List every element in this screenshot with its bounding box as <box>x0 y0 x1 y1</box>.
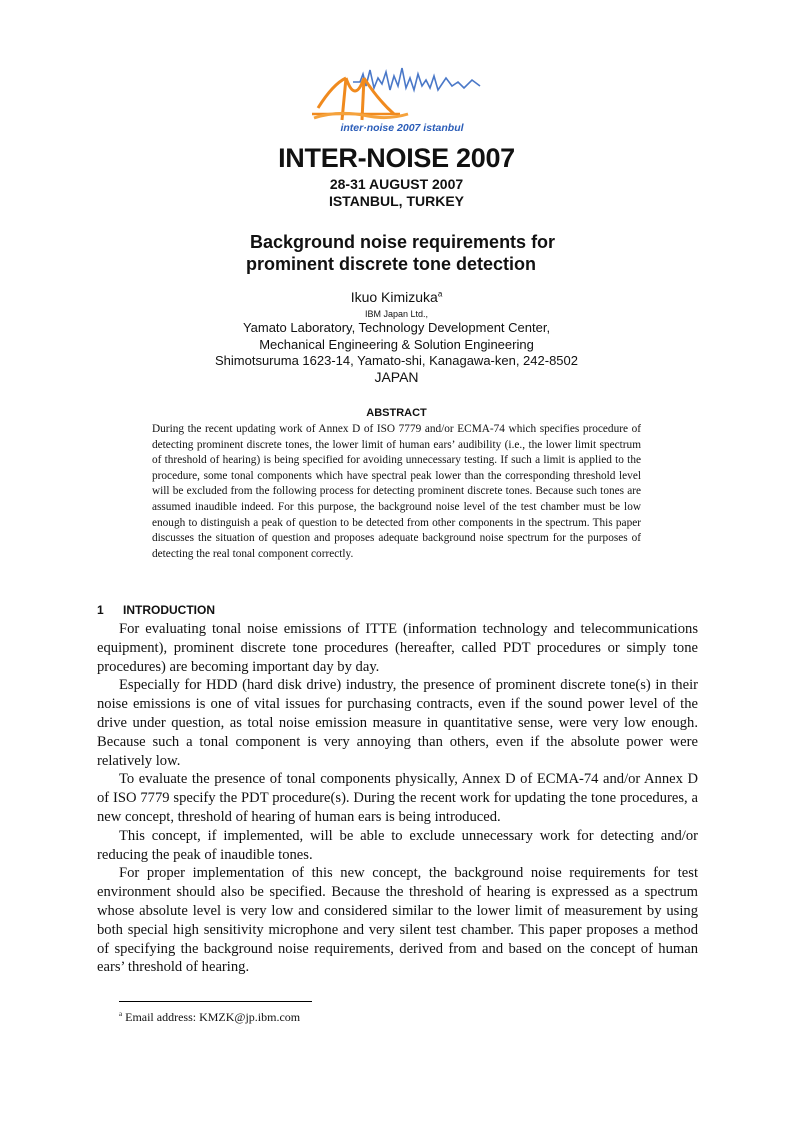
abstract-heading: ABSTRACT <box>366 407 427 419</box>
conference-location: ISTANBUL, TURKEY <box>328 193 465 209</box>
affiliation-country: JAPAN <box>374 369 419 385</box>
section-number: 1 <box>97 603 104 617</box>
body-paragraph-4: This concept, if implemented, will be able to exclude unnecessary work for detecting and/or reducing the peak of inaudible tones. <box>97 827 698 863</box>
affiliation-line-1: Yamato Laboratory, Technology Development Center, <box>242 320 551 335</box>
body-paragraph-1: For evaluating tonal noise emissions of ITTE (information technology and telecommunications equipment), prominent discrete tone procedures (hereafter, called PDT procedures or simply tone procedures) are becoming important day by day. <box>97 621 698 675</box>
body-paragraph-5: For proper implementation of this new concept, the background noise requirements for test environment should also be specified. Because the threshold of hearing is expressed as a spectrum whose absolute level is very low and considered similar to the lower limit of measurement by using both special high sensitivity microphone and very silent test chamber. This paper proposes a method of specifying the background noise requirements, derived from and based on the concept of human ears’ threshold of hearing. <box>97 865 698 976</box>
abstract-text: During the recent updating work of Annex D of ISO 7779 and/or ECMA-74 which specifies procedure of detecting prominent discrete tones, the lower limit of human ears’ audibility (i.e., the lower limit spectrum of threshold of hearing) is being specified for avoiding unnecessary testing. If such a limit is applied to the procedure, some tonal components which have spectral peak lower than the corresponding threshold level will be excluded from the following process for detecting prominent discrete tones. Because such tones are assumed inaudible indeed. For this purpose, the background noise level of the test chamber must be low enough to distinguish a peak of question to be detected from other components in the spectrum. This paper discusses the situation of question and proposes adequate background noise spectrum for the purposes of detecting the real tonal component correctly. <box>152 423 641 560</box>
conference-date: 28-31 AUGUST 2007 <box>329 176 464 192</box>
footnote-divider <box>119 1001 312 1002</box>
section-heading-introduction <box>97 603 215 617</box>
body-paragraph-3: To evaluate the presence of tonal components physically, Annex D of ECMA-74 and/or Annex D of ISO 7779 specify the PDT procedure(s). During the recent work for updating the tone procedures, a new concept, threshold of hearing of human ears is being introduced. <box>97 771 698 825</box>
logo-caption: inter·noise 2007 istanbul <box>340 122 464 134</box>
paper-title-line-1: Background noise requirements for <box>250 232 556 252</box>
paper-title-line-2: prominent discrete tone detection <box>246 254 537 274</box>
author-name <box>0 289 793 305</box>
footnote-mark: a <box>119 1010 123 1018</box>
conference-logo <box>308 64 488 142</box>
affiliation-line-2: Mechanical Engineering & Solution Engineering <box>259 337 534 352</box>
conference-title: INTER-NOISE 2007 <box>278 143 515 173</box>
author-footnote-mark: a <box>437 289 443 299</box>
footnote-text: Email address: KMZK@jp.ibm.com <box>125 1010 301 1024</box>
footnote <box>119 1010 300 1025</box>
logo-waveform <box>353 68 480 90</box>
introduction-body <box>97 620 698 977</box>
section-title: INTRODUCTION <box>123 603 215 617</box>
affiliation-line-3: Shimotsuruma 1623-14, Yamato-shi, Kanagawa-ken, 242-8502 <box>214 353 579 368</box>
author-company: IBM Japan Ltd., <box>364 309 429 319</box>
author-name-text: Ikuo Kimizuka <box>350 289 438 305</box>
body-paragraph-2: Especially for HDD (hard disk drive) industry, the presence of prominent discrete tone(s) in their noise emissions is one of vital issues for purchasing contracts, even if the sound power level of the drive under question, as total noise emission measure in quantitative sense, were very low enough. Because such a tonal component is very annoying than others, even if the absolute power were relatively low. <box>97 677 698 769</box>
